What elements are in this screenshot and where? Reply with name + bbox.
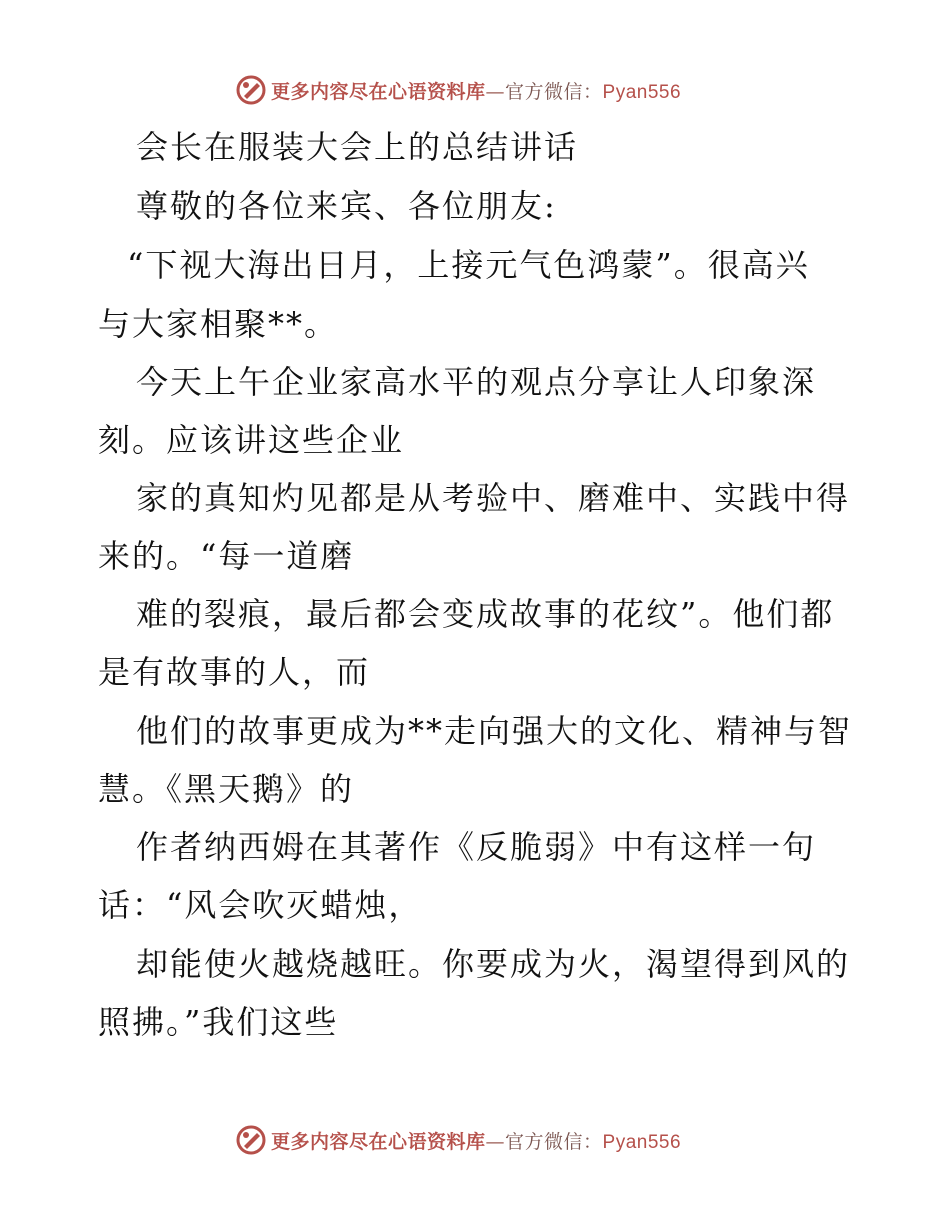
watermark-dash: — [485, 1130, 506, 1153]
footer-watermark [0, 1120, 950, 1160]
doc-line-9: 难的裂痕，最后都会变成故事的花纹”。他们都 [136, 595, 835, 633]
doc-line-10: 是有故事的人，而 [98, 653, 371, 691]
doc-line-5: 今天上午企业家高水平的观点分享让人印象深 [136, 363, 817, 401]
watermark-official: 官方微信： [505, 80, 603, 103]
doc-line-4: 与大家相聚**。 [98, 305, 339, 343]
watermark-text [271, 1127, 681, 1154]
doc-salutation: 尊敬的各位来宾、各位朋友: [136, 187, 557, 225]
doc-line-3: “下视大海出日月，上接元气色鸿蒙”。很高兴 [127, 246, 810, 284]
doc-line-14: 话：“风会吹灭蜡烛， [98, 886, 423, 924]
doc-line-7: 家的真知灼见都是从考验中、磨难中、实践中得 [136, 479, 851, 517]
doc-title: 会长在服装大会上的总结讲话 [136, 128, 579, 166]
watermark-official: 官方微信： [505, 1130, 603, 1153]
watermark-dash: — [485, 80, 506, 103]
doc-line-15: 却能使火越烧越旺。你要成为火，渴望得到风的 [136, 945, 851, 983]
doc-line-16: 照拂。”我们这些 [98, 1003, 339, 1041]
header-watermark [0, 70, 950, 110]
doc-line-6: 刻。应该讲这些企业 [98, 421, 405, 459]
brand-logo-icon [235, 74, 267, 106]
watermark-text [271, 77, 681, 104]
watermark-wechat: Pyan556 [602, 1131, 682, 1153]
watermark-wechat: Pyan556 [602, 81, 682, 103]
doc-line-11: 他们的故事更成为**走向强大的文化、精神与智 [136, 712, 853, 750]
watermark-site: 更多内容尽在心语资料库 [271, 80, 486, 103]
doc-line-12: 慧。《黑天鹅》的 [98, 770, 355, 808]
watermark-site: 更多内容尽在心语资料库 [271, 1130, 486, 1153]
doc-line-8: 来的。“每一道磨 [98, 537, 355, 575]
brand-logo-icon [235, 1124, 267, 1156]
doc-line-13: 作者纳西姆在其著作《反脆弱》中有这样一句 [136, 828, 817, 866]
